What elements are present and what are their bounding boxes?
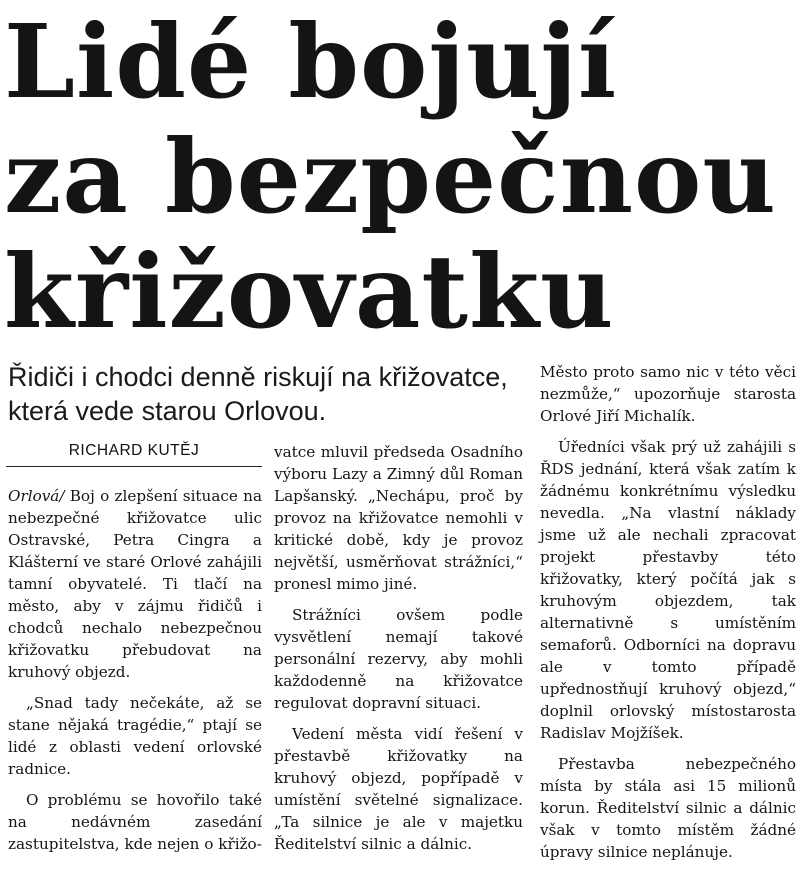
paragraph: „Snad tady nečekáte, až se stane nějaká tragédie,“ ptají se lidé z oblasti vedení orlovské radnice. bbox=[8, 694, 262, 778]
headline-line-3: křižovatku bbox=[4, 232, 615, 351]
paragraph: vatce mluvil předseda Osadního výboru Lazy a Zimný důl Roman Lapšanský. „Nechápu, proč by provoz na křižovatce nemohli v kritické době, kdy je provoz největší, usměrňovat strážníci,“ pronesl mimo jiné. bbox=[274, 443, 523, 593]
subtitle: Řidiči i chodci denně riskují na křižovatce, která vede starou Orlovou. bbox=[8, 362, 508, 426]
headline bbox=[4, 4, 800, 349]
paragraph: Úředníci však prý už zahájili s ŘDS jednání, která však zatím k žádnému konkrétnímu výsledku nevedla. „Na vlastní náklady jsme už ale nechali zpracovat projekt přestavby této křižovatky, který počítá jak s kruhovým objezdem, tak alternativně s umístěním semaforů. Odborníci na dopravu ale v tomto případě upřednostňují kruhový objezd,“ doplnil orlovský místostarosta Radislav Mojžíšek. bbox=[540, 438, 796, 742]
article-column-1 bbox=[8, 485, 262, 864]
paragraph: O problému se hovořilo také na nedávném zasedání zastupitelstva, kde nejen o křižo- bbox=[8, 791, 262, 853]
paragraph bbox=[8, 485, 262, 683]
paragraph: Město proto samo nic v této věci nezmůže,“ upozorňuje starosta Orlové Jiří Michalík. bbox=[540, 363, 796, 425]
headline-line-1: Lidé bojují bbox=[4, 2, 618, 121]
headline-line-2: za bezpečnou bbox=[4, 117, 777, 236]
paragraph: Vedení města vidí řešení v přestavbě křižovatky na kruhový objezd, popřípadě v umístění světelné signalizace. „Ta silnice je ale v majetku Ředitelství silnic a dálnic. bbox=[274, 725, 523, 853]
paragraph-text: Boj o zlepšení situace na nebezpečné křižovatce ulic Ostravské, Petra Cingra a Klášterní ve staré Orlové zahájili tamní obyvatelé. Ti tlačí na město, aby v zájmu řidičů i chodců nechalo nebezpečnou křižovatku přebudovat na kruhový objezd. bbox=[8, 487, 262, 681]
byline: RICHARD KUTĚJ bbox=[6, 442, 262, 467]
dateline: Orlová/ bbox=[8, 487, 65, 505]
paragraph: Strážníci ovšem podle vysvětlení nemají takové personální rezervy, aby mohli každodenně na křižovatce regulovat dopravní situaci. bbox=[274, 606, 523, 712]
article-column-3 bbox=[540, 361, 796, 872]
article-column-2 bbox=[274, 441, 523, 864]
paragraph: Přestavba nebezpečného místa by stála asi 15 milionů korun. Ředitelství silnic a dálnic však v tomto místěm žádné úpravy silnice neplánuje. bbox=[540, 755, 796, 861]
